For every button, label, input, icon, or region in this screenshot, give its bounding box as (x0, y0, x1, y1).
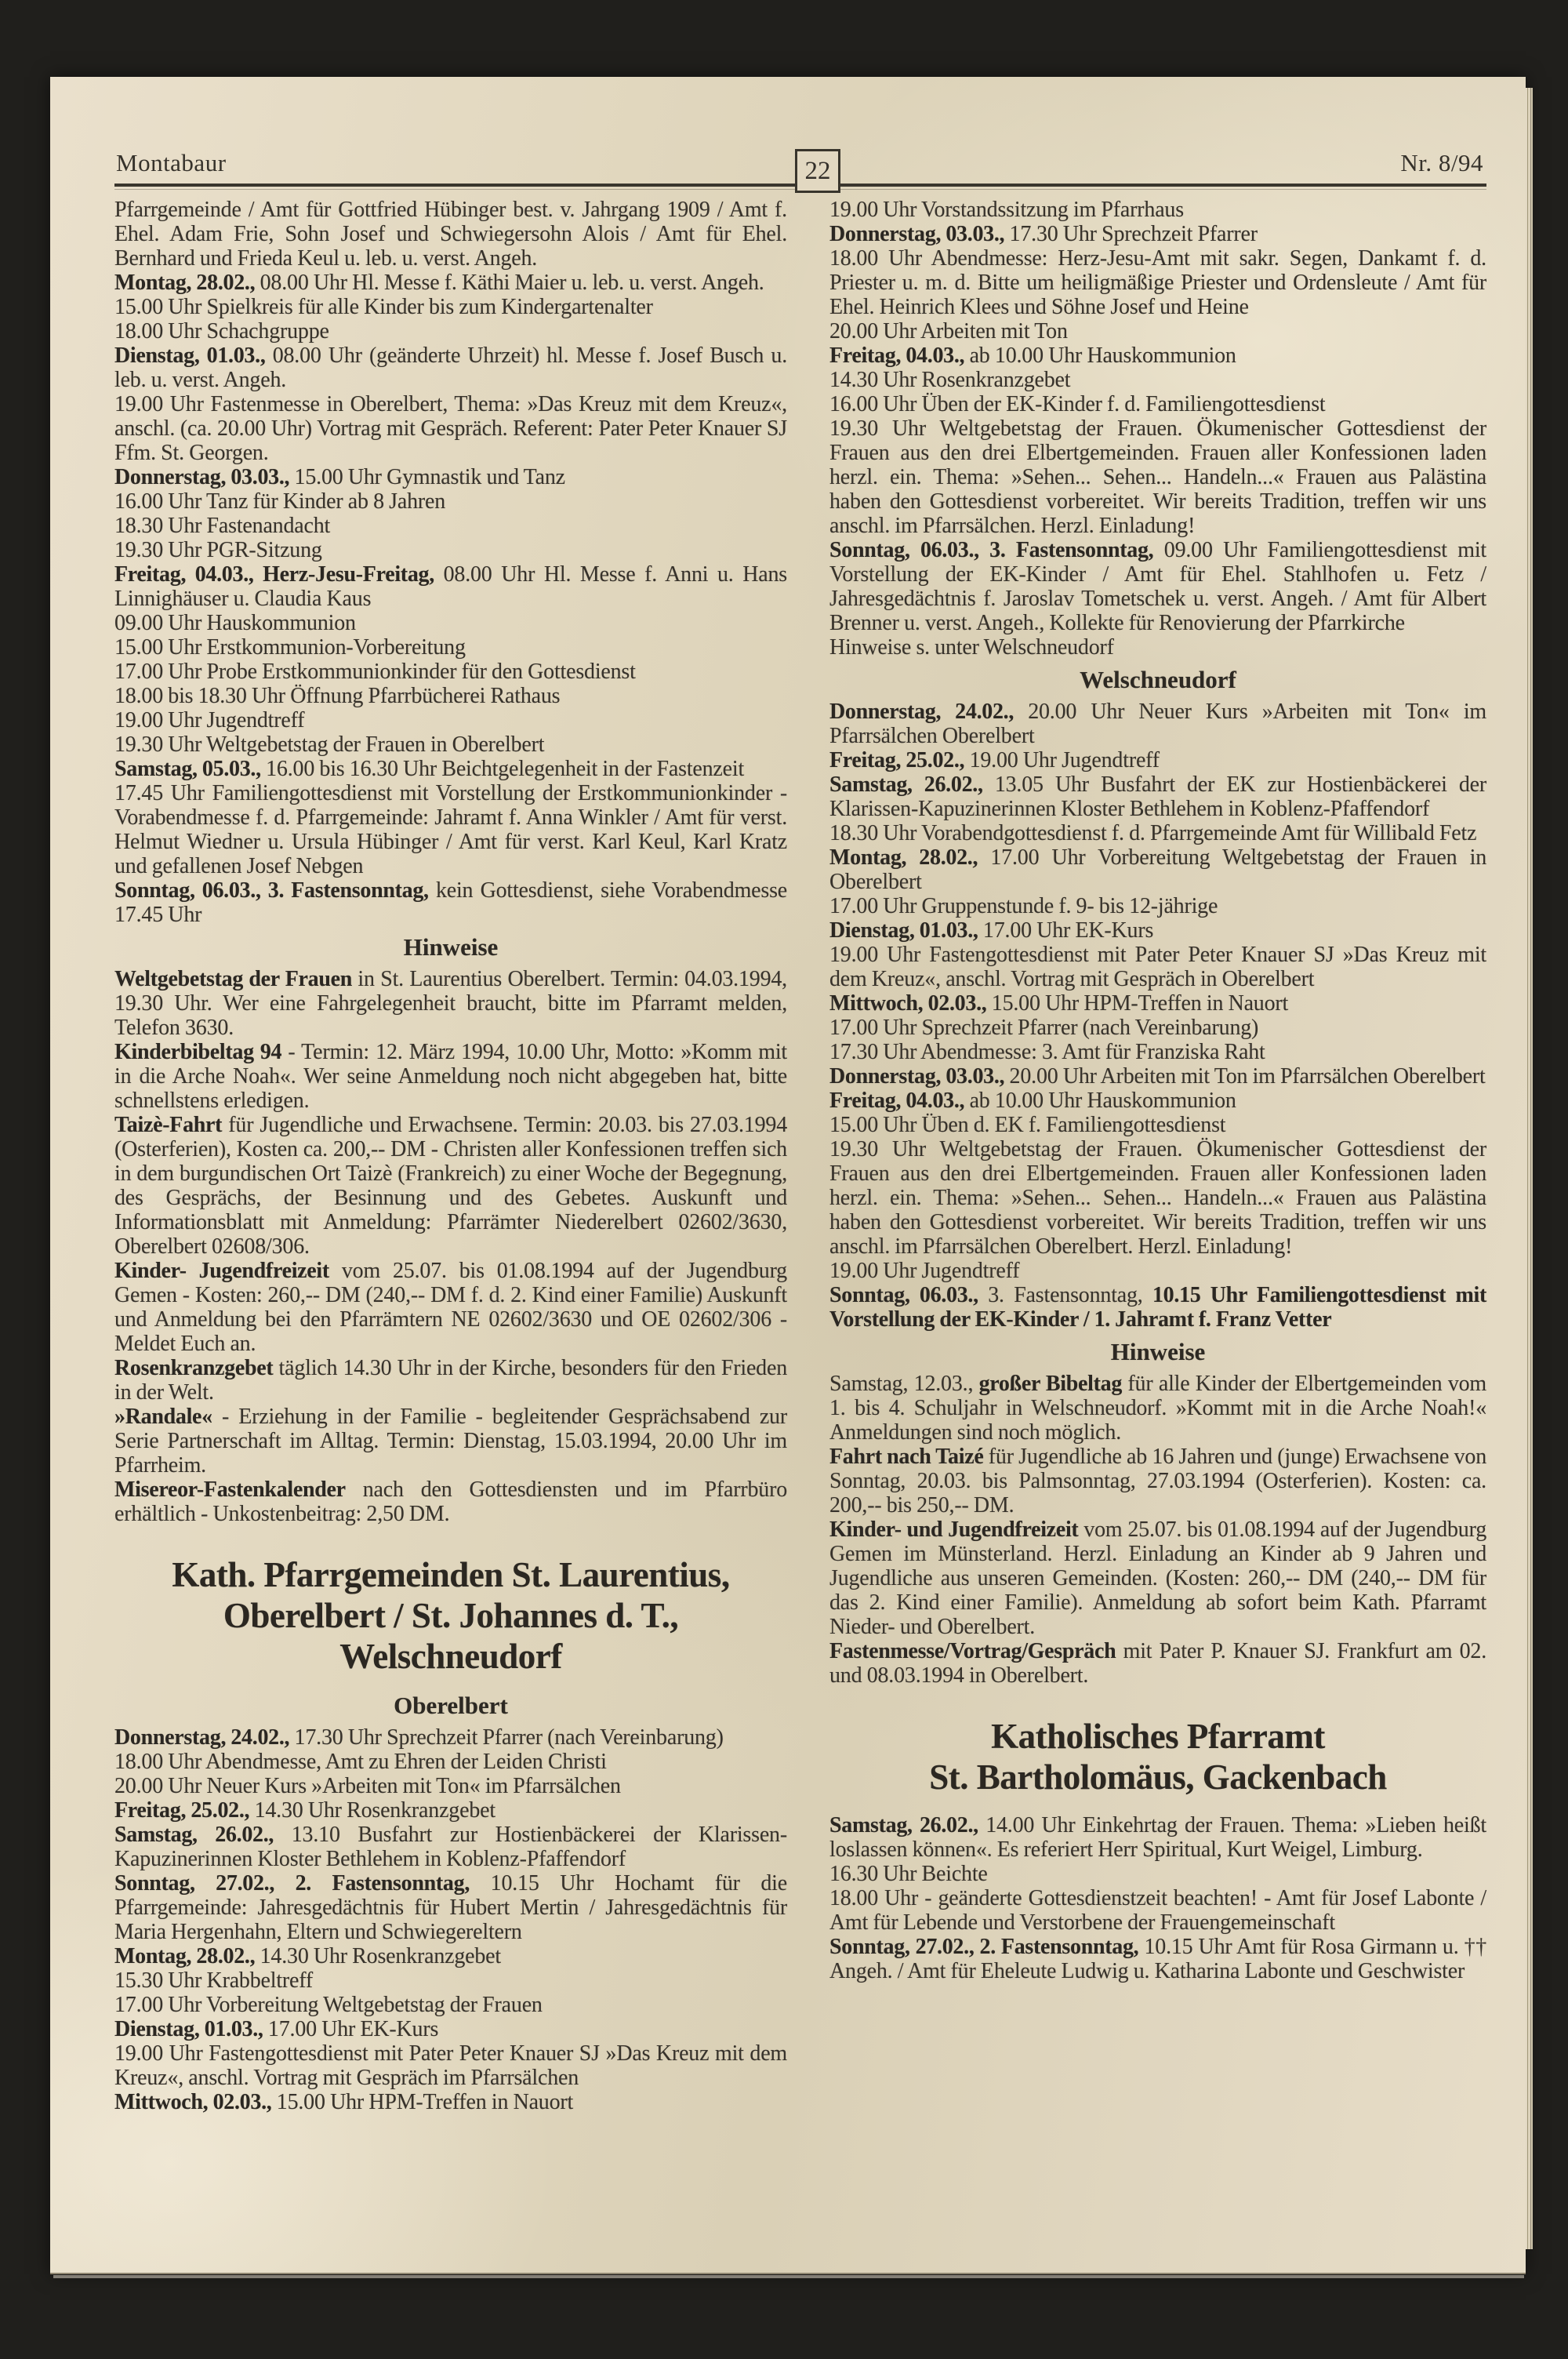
notes-heading: Hinweise (403, 933, 499, 961)
schedule-entry: Montag, 28.02., 14.30 Uhr Rosenkranzgebet (114, 1944, 501, 1968)
schedule-entry: Weltgebetstag der Frauen in St. Laurentius Oberelbert. Termin: 04.03.1994, 19.30 Uhr. Wer eine Fahrgelegenheit braucht, bitte im Pfarramt melden, Telefon 3630. (114, 967, 787, 1040)
section-title: Kath. Pfarrgemeinden St. Laurentius, Oberelbert / St. Johannes d. T., Welschneudorf (172, 1555, 730, 1676)
text-columns (114, 188, 1486, 2114)
schedule-entry: Donnerstag, 03.03., 15.00 Uhr Gymnastik und Tanz (114, 465, 565, 489)
schedule-entry: Taizè-Fahrt für Jugendliche und Erwachsene. Termin: 20.03. bis 27.03.1994 (Osterferien), Kosten ca. 200,-- DM - Christen aller Konfessionen treffen sich in dem burgundischen Ort Taizè (Frankreich) zu einer Woche der Begegnung, des Gesprächs, der Besinnung und des Gebetes. Auskunft und Informationsblatt mit Anmeldung: Pfarrämter Niederelbert 02602/3630, Oberelbert 02608/306. (114, 1113, 787, 1259)
schedule-entry: Dienstag, 01.03., 17.00 Uhr EK-Kurs (829, 918, 1154, 943)
schedule-entry: 19.30 Uhr Weltgebetstag der Frauen. Ökumenischer Gottesdienst der Frauen aus den drei Elbertgemeinden. Frauen aller Konfessionen laden herzl. ein. Thema: »Sehen... Sehen... Handeln...« Frauen aus Palästina haben den Gottesdienst vorbereitet. Wir bereits Tradition, treffen wir uns anschl. im Pfarrsälchen. Herzl. Einladung! (829, 416, 1486, 538)
schedule-entry: 17.45 Uhr Familiengottesdienst mit Vorstellung der Erstkommunionkinder - Vorabendmesse f. d. Pfarrgemeinde: Jahramt f. Anna Winkler / Amt für verst. Helmut Wiedner u. Ursula Hübinger / Amt für verst. Karl Keul, Karl Kratz und gefallenen Josef Nebgen (114, 781, 787, 878)
schedule-entry: 18.00 Uhr Abendmesse, Amt zu Ehren der Leiden Christi (114, 1750, 607, 1774)
schedule-entry: 17.30 Uhr Abendmesse: 3. Amt für Franziska Raht (829, 1040, 1265, 1064)
schedule-entry: 19.30 Uhr Weltgebetstag der Frauen. Ökumenischer Gottesdienst der Frauen aus den drei Elbertgemeinden. Frauen aller Konfessionen laden herzl. ein. Thema: »Sehen... Sehen... Handeln...« Frauen aus Palästina haben den Gottesdienst vorbereitet. Wir bereits Tradition, treffen wir uns anschl. im Pfarrsälchen Oberelbert. Herzl. Einladung! (829, 1137, 1486, 1259)
left-column (114, 198, 787, 2114)
page-number: 22 (804, 156, 831, 185)
schedule-entry: Dienstag, 01.03., 17.00 Uhr EK-Kurs (114, 2017, 439, 2041)
section-title: Katholisches Pfarramt St. Bartholomäus, Gackenbach (929, 1717, 1387, 1797)
schedule-entry: Sonntag, 27.02., 2. Fastensonntag, 10.15 Uhr Amt für Rosa Girmann u. †† Angeh. / Amt für Eheleute Ludwig u. Katharina Labonte und Geschwister (829, 1935, 1487, 1983)
schedule-entry: 17.00 Uhr Vorbereitung Weltgebetstag der Frauen (114, 1993, 543, 2017)
schedule-entry: Freitag, 04.03., Herz-Jesu-Freitag, 08.00 Uhr Hl. Messe f. Anni u. Hans Linnighäuser u. Claudia Kaus (114, 562, 787, 611)
schedule-entry: 18.00 Uhr Schachgruppe (114, 319, 329, 343)
schedule-entry: Donnerstag, 24.02., 20.00 Uhr Neuer Kurs »Arbeiten mit Ton« im Pfarrsälchen Oberelbert (829, 700, 1486, 748)
schedule-entry: Donnerstag, 03.03., 20.00 Uhr Arbeiten mit Ton im Pfarrsälchen Oberelbert (829, 1064, 1486, 1089)
schedule-entry: 18.00 bis 18.30 Uhr Öffnung Pfarrbücherei Rathaus (114, 684, 561, 708)
schedule-entry: Donnerstag, 24.02., 17.30 Uhr Sprechzeit Pfarrer (nach Vereinbarung) (114, 1725, 724, 1750)
schedule-entry: 15.00 Uhr Erstkommunion-Vorbereitung (114, 635, 466, 660)
schedule-entry: 19.30 Uhr PGR-Sitzung (114, 538, 322, 562)
page-content (50, 77, 1526, 2273)
schedule-entry: 19.00 Uhr Fastengottesdienst mit Pater Peter Knauer SJ »Das Kreuz mit dem Kreuz«, anschl. Vortrag mit Gespräch in Oberelbert (829, 943, 1486, 991)
schedule-entry: 19.00 Uhr Jugendtreff (114, 708, 305, 732)
schedule-entry: Kinder- und Jugendfreizeit vom 25.07. bis 01.08.1994 auf der Jugendburg Gemen im Münsterland. Herzl. Einladung an Kinder ab 9 Jahren und Jugendliche aus unseren Gemeinden. (Kosten: 260,-- DM (240,-- DM für das 2. Kind einer Familie). Anmeldung ab sofort beim Kath. Pfarramt Nieder- und Oberelbert. (829, 1518, 1486, 1639)
schedule-entry: Sonntag, 06.03., 3. Fastensonntag, 09.00 Uhr Familiengottesdienst mit Vorstellung der EK-Kinder / Amt für Ehel. Stahlhofen u. Fetz / Jahresgedächtnis f. Jaroslav Tometschek u. verst. Angeh. / Amt für Albert Brenner u. verst. Angeh., Kollekte für Renovierung der Pfarrkirche (829, 538, 1486, 635)
place-heading: Welschneudorf (1080, 666, 1236, 693)
schedule-entry: Mittwoch, 02.03., 15.00 Uhr HPM-Treffen in Nauort (114, 2090, 574, 2114)
schedule-entry: 18.30 Uhr Vorabendgottesdienst f. d. Pfarrgemeinde Amt für Willibald Fetz (829, 821, 1477, 845)
schedule-entry: Samstag, 26.02., 13.10 Busfahrt zur Hostienbäckerei der Klarissen-Kapuzinerinnen Kloster Bethlehem in Koblenz-Pfaffendorf (114, 1823, 787, 1871)
schedule-entry: 15.00 Uhr Spielkreis für alle Kinder bis zum Kindergartenalter (114, 295, 653, 319)
schedule-entry: Freitag, 04.03., ab 10.00 Uhr Hauskommunion (829, 343, 1236, 368)
schedule-entry: Samstag, 26.02., 14.00 Uhr Einkehrtag der Frauen. Thema: »Lieben heißt loslassen können«. Es referiert Herr Spiritual, Kurt Weigel, Limburg. (829, 1813, 1486, 1862)
schedule-entry: Freitag, 25.02., 19.00 Uhr Jugendtreff (829, 748, 1160, 772)
schedule-entry: Montag, 28.02., 08.00 Uhr Hl. Messe f. Käthi Maier u. leb. u. verst. Angeh. (114, 271, 764, 295)
notes-heading: Hinweise (1110, 1338, 1206, 1365)
schedule-entry: 17.00 Uhr Sprechzeit Pfarrer (nach Vereinbarung) (829, 1016, 1259, 1040)
schedule-entry: Samstag, 12.03., großer Bibeltag für alle Kinder der Elbertgemeinden vom 1. bis 4. Schuljahr in Welschneudorf. »Kommt mit in die Arche Noah!« Anmeldungen sind noch möglich. (829, 1372, 1487, 1445)
schedule-entry: 18.30 Uhr Fastenandacht (114, 514, 331, 538)
newspaper-page (50, 77, 1526, 2274)
schedule-entry: 15.30 Uhr Krabbeltreff (114, 1968, 313, 1993)
schedule-entry: 20.00 Uhr Arbeiten mit Ton (829, 319, 1068, 343)
schedule-entry: 09.00 Uhr Hauskommunion (114, 611, 356, 635)
schedule-entry: Sonntag, 06.03., 3. Fastensonntag, 10.15 Uhr Familiengottesdienst mit Vorstellung der EK-Kinder / 1. Jahramt f. Franz Vetter (829, 1283, 1486, 1332)
schedule-entry: Rosenkranzgebet täglich 14.30 Uhr in der Kirche, besonders für den Frieden in der Welt. (114, 1356, 787, 1405)
schedule-entry: Mittwoch, 02.03., 15.00 Uhr HPM-Treffen in Nauort (829, 991, 1289, 1016)
schedule-entry: Montag, 28.02., 17.00 Uhr Vorbereitung Weltgebetstag der Frauen in Oberelbert (829, 845, 1487, 894)
schedule-entry: Hinweise s. unter Welschneudorf (829, 635, 1114, 660)
schedule-entry: Misereor-Fastenkalender nach den Gottesdiensten und im Pfarrbüro erhältlich - Unkostenbeitrag: 2,50 DM. (114, 1478, 787, 1526)
schedule-entry: Pfarrgemeinde / Amt für Gottfried Hübinger best. v. Jahrgang 1909 / Amt f. Ehel. Adam Frie, Sohn Josef und Schwiegersohn Alois / Amt für Ehel. Bernhard und Frieda Keul u. leb. u. verst. Angeh. (114, 198, 787, 271)
schedule-entry: Samstag, 26.02., 13.05 Uhr Busfahrt der EK zur Hostienbäckerei der Klarissen-Kapuzinerinnen Kloster Bethlehem in Koblenz-Pfaffendorf (829, 772, 1486, 821)
schedule-entry: 19.00 Uhr Fastengottesdienst mit Pater Peter Knauer SJ »Das Kreuz mit dem Kreuz«, anschl. Vortrag mit Gespräch im Pfarrsälchen (114, 2041, 787, 2090)
page-number-badge (795, 149, 840, 193)
place-heading: Oberelbert (394, 1692, 508, 1719)
schedule-entry: 16.00 Uhr Üben der EK-Kinder f. d. Familiengottesdienst (829, 392, 1326, 416)
community-name: Montabaur (116, 149, 227, 176)
schedule-entry: 19.00 Uhr Jugendtreff (829, 1259, 1020, 1283)
schedule-entry: Freitag, 25.02., 14.30 Uhr Rosenkranzgebet (114, 1798, 495, 1823)
schedule-entry: 15.00 Uhr Üben d. EK f. Familiengottesdienst (829, 1113, 1226, 1137)
schedule-entry: Sonntag, 27.02., 2. Fastensonntag, 10.15 Uhr Hochamt für die Pfarrgemeinde: Jahresgedächtnis für Hubert Mertin / Jahresgedächtnis für Maria Hergenhahn, Eltern und Schwiegereltern (114, 1871, 787, 1944)
right-column (829, 198, 1486, 2114)
schedule-entry: Fastenmesse/Vortrag/Gespräch mit Pater P. Knauer SJ. Frankfurt am 02. und 08.03.1994 in Oberelbert. (829, 1639, 1486, 1688)
schedule-entry: Dienstag, 01.03., 08.00 Uhr (geänderte Uhrzeit) hl. Messe f. Josef Busch u. leb. u. verst. Angeh. (114, 343, 787, 392)
schedule-entry: Sonntag, 06.03., 3. Fastensonntag, kein Gottesdienst, siehe Vorabendmesse 17.45 Uhr (114, 878, 788, 927)
schedule-entry: »Randale« - Erziehung in der Familie - begleitender Gesprächsabend zur Serie Partnerschaft im Alltag. Termin: Dienstag, 15.03.1994, 20.00 Uhr im Pfarrheim. (114, 1405, 787, 1478)
schedule-entry: 17.00 Uhr Gruppenstunde f. 9- bis 12-jährige (829, 894, 1218, 918)
schedule-entry: 17.00 Uhr Probe Erstkommunionkinder für den Gottesdienst (114, 660, 636, 684)
schedule-entry: 19.00 Uhr Fastenmesse in Oberelbert, Thema: »Das Kreuz mit dem Kreuz«, anschl. (ca. 20.00 Uhr) Vortrag mit Gespräch. Referent: Pater Peter Knauer SJ Ffm. St. Georgen. (114, 392, 787, 465)
schedule-entry: Kinder- Jugendfreizeit vom 25.07. bis 01.08.1994 auf der Jugendburg Gemen - Kosten: 260,-- DM (240,-- DM f. d. 2. Kind einer Familie) Auskunft und Anmeldung bei den Pfarrämtern NE 02602/3630 und OE 02602/306 - Meldet Euch an. (114, 1259, 787, 1356)
schedule-entry: Freitag, 04.03., ab 10.00 Uhr Hauskommunion (829, 1089, 1236, 1113)
schedule-entry: 16.30 Uhr Beichte (829, 1862, 988, 1886)
schedule-entry: Samstag, 05.03., 16.00 bis 16.30 Uhr Beichtgelegenheit in der Fastenzeit (114, 757, 745, 781)
schedule-entry: Kinderbibeltag 94 - Termin: 12. März 1994, 10.00 Uhr, Motto: »Komm mit in die Arche Noah«. Wer seine Anmeldung noch nicht abgegeben hat, bitte schnellstens erledigen. (114, 1040, 787, 1113)
schedule-entry: 19.30 Uhr Weltgebetstag der Frauen in Oberelbert (114, 732, 545, 757)
issue-number: Nr. 8/94 (1400, 149, 1483, 176)
schedule-entry: Fahrt nach Taizé für Jugendliche ab 16 Jahren und (junge) Erwachsene von Sonntag, 20.03. bis Palmsonntag, 27.03.1994 (Osterferien). Kosten: ca. 200,-- bis 250,-- DM. (829, 1445, 1486, 1518)
schedule-entry: 19.00 Uhr Vorstandssitzung im Pfarrhaus (829, 198, 1184, 222)
schedule-entry: 18.00 Uhr Abendmesse: Herz-Jesu-Amt mit sakr. Segen, Dankamt f. d. Priester u. m. d. Bitte um heiligmäßige Priester und Ordensleute / Amt für Ehel. Heinrich Klees und Söhne Josef und Heine (829, 246, 1486, 319)
schedule-entry: 20.00 Uhr Neuer Kurs »Arbeiten mit Ton« im Pfarrsälchen (114, 1774, 621, 1798)
schedule-entry: Donnerstag, 03.03., 17.30 Uhr Sprechzeit Pfarrer (829, 222, 1258, 246)
schedule-entry: 16.00 Uhr Tanz für Kinder ab 8 Jahren (114, 489, 446, 514)
schedule-entry: 14.30 Uhr Rosenkranzgebet (829, 368, 1071, 392)
schedule-entry: 18.00 Uhr - geänderte Gottesdienstzeit beachten! - Amt für Josef Labonte / Amt für Lebende und Verstorbene der Frauengemeinschaft (829, 1886, 1486, 1935)
